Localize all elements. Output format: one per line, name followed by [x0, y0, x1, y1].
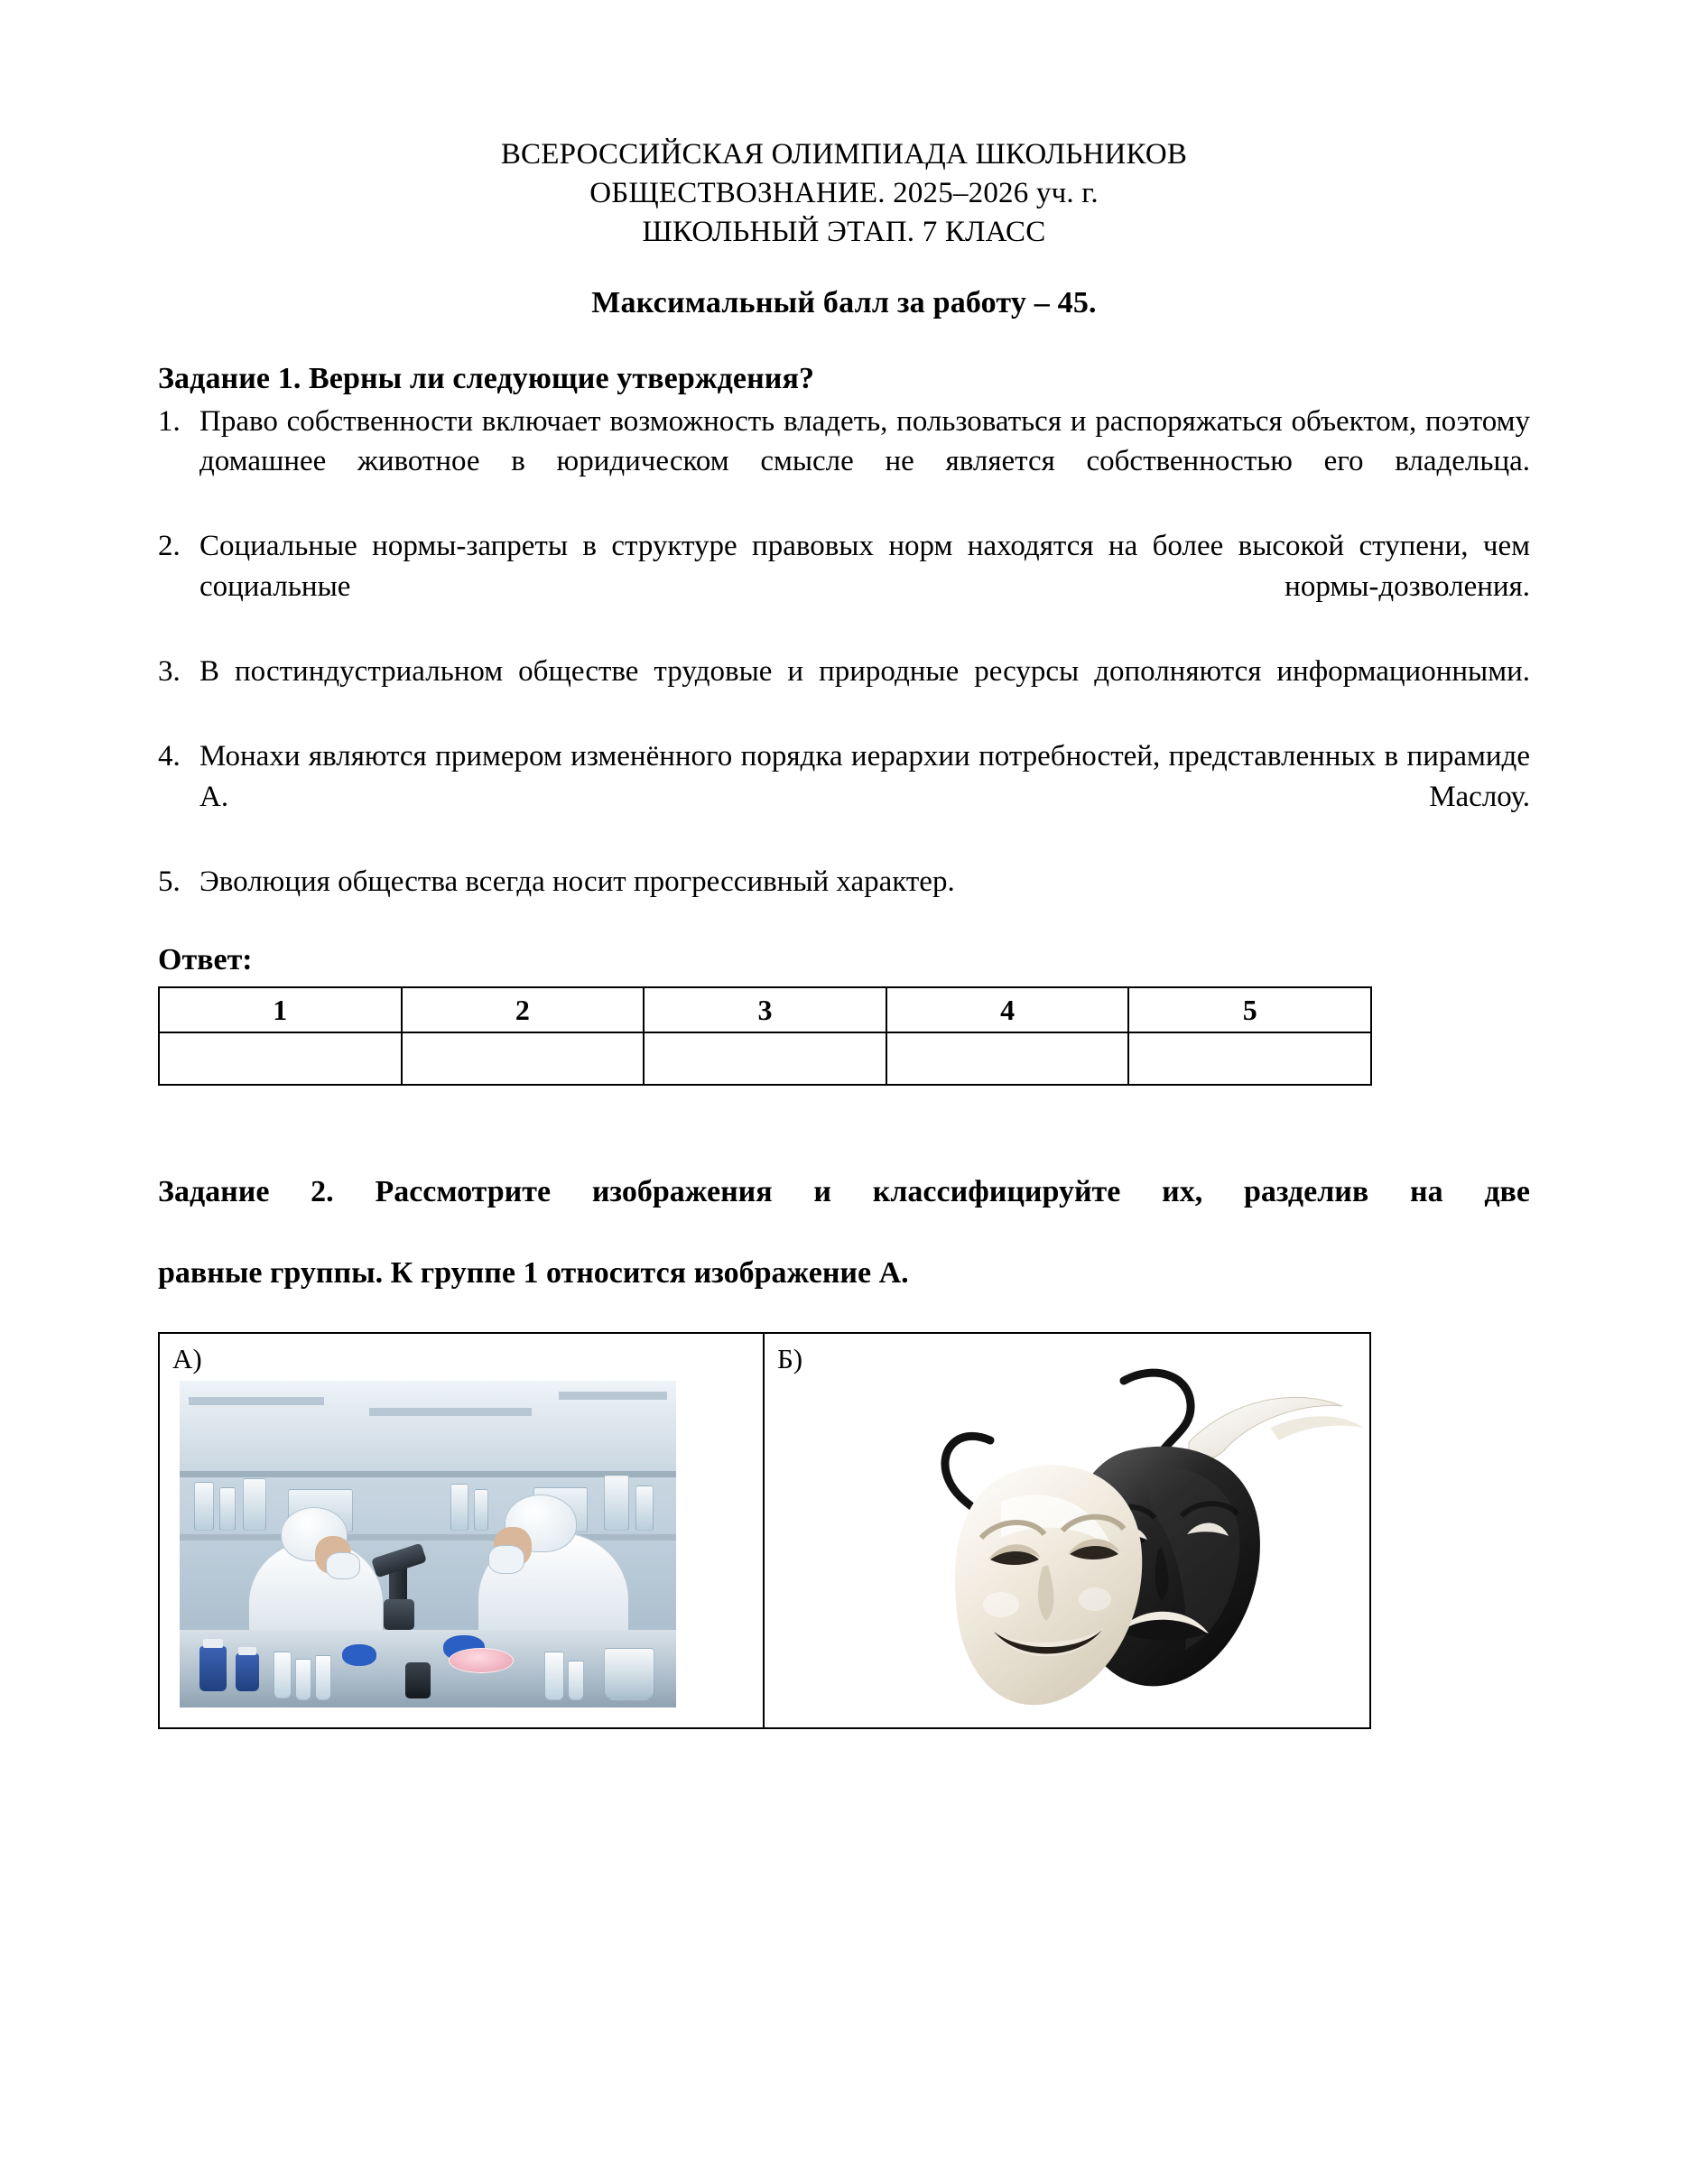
table-header-cell: 1 [159, 987, 402, 1032]
table-header-cell: 4 [886, 987, 1129, 1032]
list-item [158, 402, 1530, 522]
ceiling-light-bar [189, 1397, 324, 1405]
image-cell-b [765, 1332, 1371, 1729]
header-line-3: ШКОЛЬНЫЙ ЭТАП. 7 КЛАСС [642, 215, 1046, 248]
lab-glassware [450, 1484, 468, 1531]
lab-shelf [180, 1534, 676, 1541]
list-item-text: Монахи являются примером изменённого порядка иерархии потребностей, представленных в пирамиде А. Маслоу. [199, 740, 1530, 813]
table-row [159, 1032, 1371, 1085]
task-1-statement-list [158, 402, 1530, 902]
theatre-masks-svg [765, 1334, 1371, 1729]
lab-shelf [180, 1471, 676, 1477]
list-item-text: Социальные нормы-запреты в структуре правовых норм находятся на более высокой ступени, чем социальные нормы-дозволения. [199, 530, 1530, 603]
list-item [158, 862, 1530, 902]
beaker [604, 1648, 654, 1700]
answer-cell-2[interactable] [402, 1032, 645, 1085]
test-tube [568, 1661, 584, 1700]
list-item [158, 736, 1530, 856]
ceiling-light-bar [559, 1392, 667, 1400]
scientist-right-mask [488, 1545, 524, 1574]
task-2-title [158, 1172, 1530, 1294]
list-item-number: 3. [158, 654, 181, 688]
gloved-hand [342, 1644, 376, 1666]
table-header-cell: 3 [644, 987, 886, 1032]
table-header-cell: 5 [1128, 987, 1371, 1032]
table-row-headers [159, 987, 1371, 1032]
reagent-bottle-cap [238, 1647, 256, 1655]
test-tube [274, 1652, 292, 1698]
reagent-bottle [199, 1646, 227, 1691]
list-item-number: 2. [158, 530, 181, 563]
max-score-line: Максимальный балл за работу – 45. [591, 285, 1097, 319]
lab-glassware [194, 1482, 214, 1531]
answer-cell-5[interactable] [1128, 1032, 1371, 1085]
list-item-text: В постиндустриальном обществе трудовые и природные ресурсы дополняются информационными. [199, 654, 1530, 688]
answer-label: Ответ: [158, 943, 253, 977]
lab-glassware [635, 1485, 654, 1531]
task-2-images-row [158, 1332, 1372, 1729]
microscope-objective [384, 1599, 414, 1630]
lab-glassware [243, 1478, 266, 1531]
ribbon-right [1189, 1397, 1342, 1458]
lab-glassware [604, 1475, 629, 1531]
table-header-cell: 2 [402, 987, 645, 1032]
test-tube [295, 1659, 311, 1700]
task-2-title-line-1: Задание 2. Рассмотрите изображения и классифицируйте их, разделив на две [158, 1175, 1530, 1209]
answer-table [158, 986, 1372, 1086]
scientist-left-mask [326, 1552, 360, 1579]
header-line-1: ВСЕРОССИЙСКАЯ ОЛИМПИАДА ШКОЛЬНИКОВ [500, 138, 1188, 171]
list-item-number: 1. [158, 404, 181, 438]
reagent-bottle-cap [203, 1639, 223, 1648]
mask-string-black [1124, 1373, 1191, 1458]
task-2-title-line-2: равные группы. К группе 1 относится изображение А. [158, 1256, 909, 1291]
list-item [158, 526, 1530, 646]
lab-glassware [474, 1489, 488, 1531]
image-cell-a [158, 1332, 765, 1729]
list-item-number: 5. [158, 865, 181, 899]
lab-glassware [219, 1487, 236, 1531]
petri-dish [449, 1648, 514, 1673]
answer-cell-3[interactable] [644, 1032, 886, 1085]
list-item-text: Право собственности включает возможность владеть, пользоваться и распоряжаться объектом, поэтому домашнее животное в юридическом смысле не является собственностью его владельца. [199, 404, 1530, 477]
theatre-masks-image [765, 1334, 1369, 1727]
laboratory-photo [180, 1381, 676, 1707]
image-caption-b: Б) [777, 1342, 803, 1374]
test-tube [315, 1655, 331, 1700]
answer-cell-4[interactable] [886, 1032, 1129, 1085]
document-header [158, 135, 1530, 252]
test-tube [544, 1652, 564, 1700]
list-item-text: Эволюция общества всегда носит прогрессивный характер. [199, 865, 955, 899]
ribbon-right-2 [1270, 1416, 1364, 1440]
foreground-instrument [405, 1662, 431, 1698]
ceiling-light-bar [369, 1408, 532, 1416]
answer-cell-1[interactable] [159, 1032, 402, 1085]
header-line-2: ОБЩЕСТВОЗНАНИЕ. 2025–2026 уч. г. [589, 176, 1099, 209]
image-caption-a: А) [172, 1342, 202, 1374]
task-1-title: Задание 1. Верны ли следующие утверждения? [158, 361, 815, 395]
list-item [158, 652, 1530, 731]
reagent-bottle [236, 1653, 259, 1691]
list-item-number: 4. [158, 740, 181, 773]
